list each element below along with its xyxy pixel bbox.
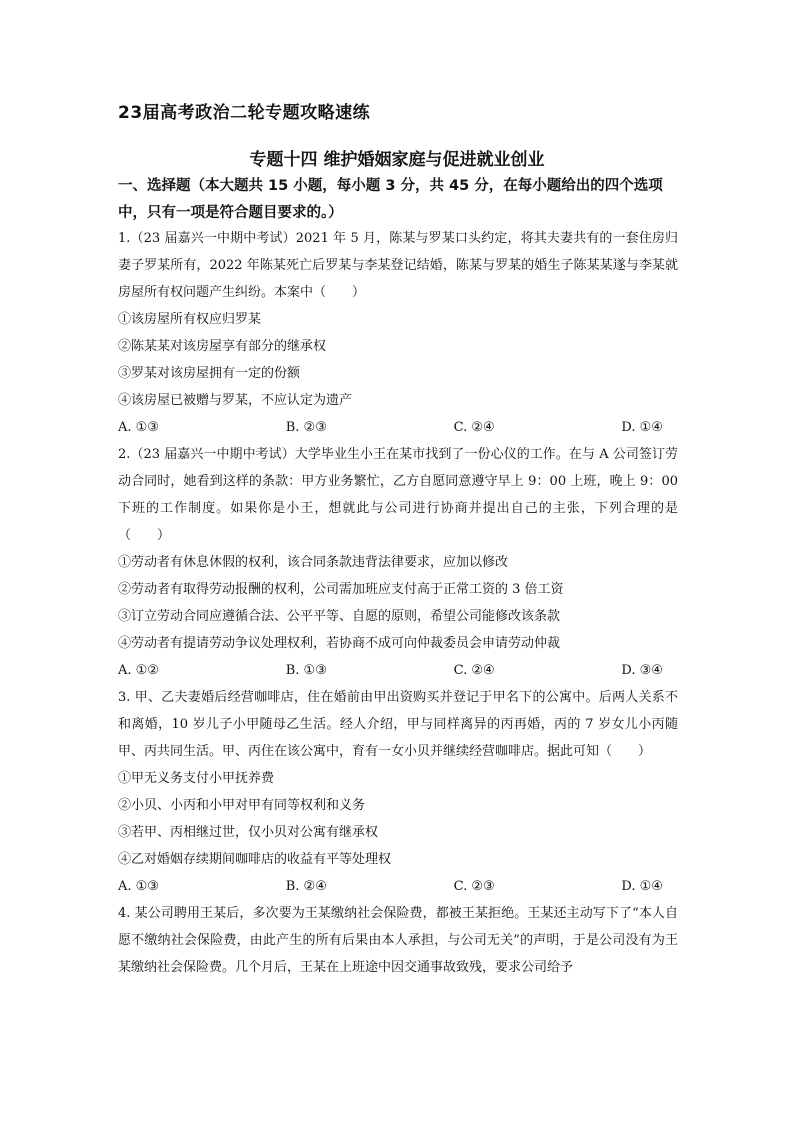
document-title: 23届高考政治二轮专题攻略速练 [118, 103, 371, 123]
option-2: ②小贝、小丙和小甲对甲有同等权利和义务 [118, 798, 366, 813]
questions-body [118, 225, 678, 981]
choice-a: A. ①③ [118, 879, 159, 894]
option-1: ①该房屋所有权应归罗某 [118, 312, 262, 327]
choice-a: A. ①③ [118, 420, 159, 435]
question-stem: 1.（23 届嘉兴一中期中考试）2021 年 5 月，陈某与罗某口头约定，将其夫妻共有的一套住房归妻子罗某所有，2022 年陈某死亡后罗某与李某登记结婚，陈某与罗某的婚生子陈某某遂与李某就房屋所有权问题产生纠纷。本案中（ ） [118, 231, 678, 300]
option-4: ④乙对婚姻存续期间咖啡店的收益有平等处理权 [118, 852, 392, 867]
question-stem: 4. 某公司聘用王某后，多次要为王某缴纳社会保险费，都被王某拒绝。王某还主动写下了“本人自愿不缴纳社会保险费，由此产生的所有后果由本人承担，与公司无关”的声明，于是公司没有为王某缴纳社会保险费。几个月后，王某在上班途中因交通事故致残，要求公司给予 [118, 906, 678, 975]
choice-d: D. ①④ [621, 420, 663, 435]
choice-c: C. ②④ [453, 420, 495, 435]
choice-a: A. ①② [118, 663, 159, 678]
option-4: ④劳动者有提请劳动争议处理权利，若协商不成可向仲裁委员会申请劳动仲裁 [118, 636, 561, 651]
choice-b: B. ①③ [285, 663, 327, 678]
question-2 [118, 441, 678, 684]
option-3: ③订立劳动合同应遵循合法、公平平等、自愿的原则，希望公司能修改该条款 [118, 609, 561, 624]
choice-d: D. ①④ [621, 879, 663, 894]
section-heading: 一、选择题（本大题共 15 小题，每小题 3 分，共 45 分，在每小题给出的四个选项中，只有一项是符合题目要求的。） [118, 178, 663, 221]
question-4 [118, 900, 678, 981]
choice-b: B. ②③ [285, 420, 327, 435]
option-3: ③罗某对该房屋拥有一定的份额 [118, 366, 301, 381]
question-3 [118, 684, 678, 900]
question-stem: 3. 甲、乙夫妻婚后经营咖啡店，住在婚前由甲出资购买并登记于甲名下的公寓中。后两人关系不和离婚，10 岁儿子小甲随母乙生活。经人介绍，甲与同样离异的丙再婚，丙的 7 岁女儿小丙随甲、丙共同生活。甲、丙住在该公寓中，育有一女小贝并继续经营咖啡店。据此可知（ ） [118, 690, 678, 759]
choice-c: C. ②③ [453, 879, 495, 894]
question-1 [118, 225, 678, 441]
answer-choices [118, 873, 663, 900]
option-3: ③若甲、丙相继过世，仅小贝对公寓有继承权 [118, 825, 379, 840]
option-2: ②劳动者有取得劳动报酬的权利，公司需加班应支付高于正常工资的 3 倍工资 [118, 582, 564, 597]
choice-d: D. ③④ [621, 663, 663, 678]
answer-choices [118, 657, 663, 684]
option-2: ②陈某某对该房屋享有部分的继承权 [118, 339, 327, 354]
option-4: ④该房屋已被赠与罗某，不应认定为遗产 [118, 393, 353, 408]
choice-c: C. ②④ [453, 663, 495, 678]
answer-choices [118, 414, 663, 441]
topic-title: 专题十四 维护婚姻家庭与促进就业创业 [249, 150, 545, 170]
option-1: ①劳动者有休息休假的权利，该合同条款违背法律要求，应加以修改 [118, 555, 509, 570]
choice-b: B. ②④ [285, 879, 327, 894]
question-stem: 2.（23 届嘉兴一中期中考试）大学毕业生小王在某市找到了一份心仪的工作。在与 A 公司签订劳动合同时，她看到这样的条款：甲方业务繁忙，乙方自愿同意遵守早上 9：00 上班，晚上 9：00 下班的工作制度。如果你是小王，想就此与公司进行协商并提出自己的主张，下列合理的是（ ） [118, 447, 678, 543]
option-1: ①甲无义务支付小甲抚养费 [118, 771, 275, 786]
